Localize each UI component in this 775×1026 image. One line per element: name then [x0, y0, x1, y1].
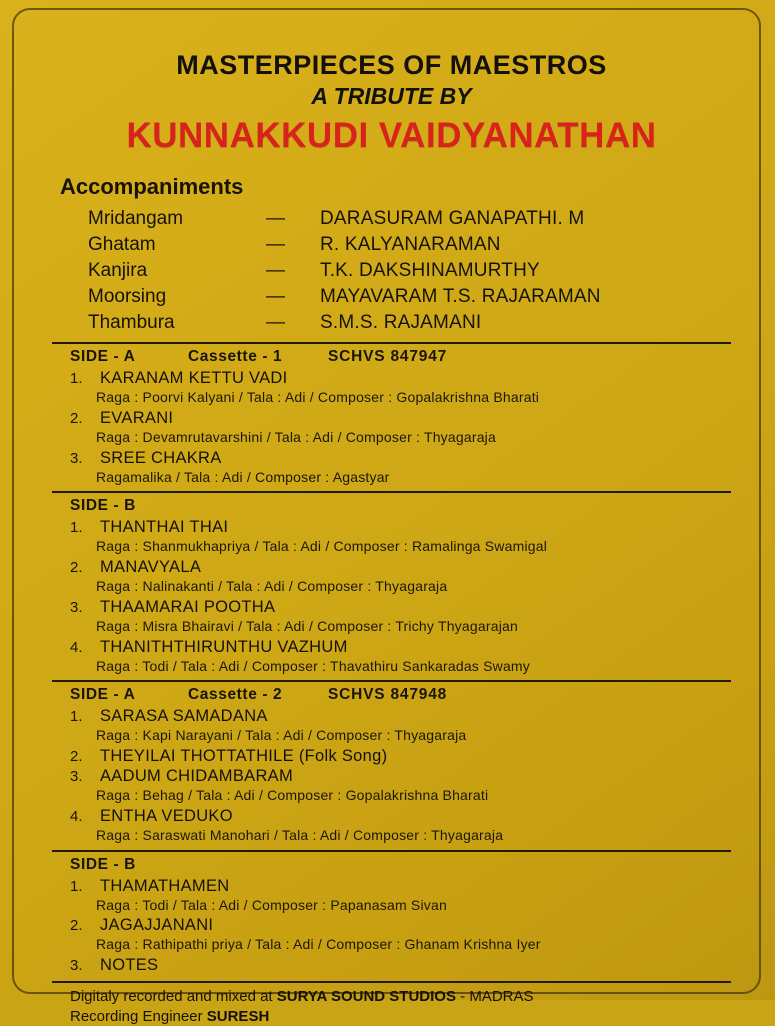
list-item	[70, 518, 731, 537]
cassette-label: Cassette - 2	[188, 686, 283, 704]
divider	[52, 680, 731, 682]
track-title: AADUM CHIDAMBARAM	[100, 767, 294, 786]
track-title: ENTHA VEDUKO	[100, 806, 233, 825]
list-item	[70, 767, 731, 786]
catalog-code: SCHVS 847947	[328, 348, 448, 365]
track-details: Raga : Shanmukhapriya / Tala : Adi / Composer : Ramalinga Swamigal	[96, 538, 548, 555]
list-item	[70, 638, 731, 657]
track-number: 1.	[70, 877, 83, 895]
list-item	[70, 449, 731, 468]
track-number: 1.	[70, 708, 83, 726]
engineer-label: Recording Engineer	[70, 1007, 207, 1025]
track-title: THANITHTHIRUNTHU VAZHUM	[100, 637, 348, 656]
divider	[52, 342, 731, 344]
track-title: THAAMARAI POOTHA	[100, 597, 276, 616]
table-row	[88, 310, 601, 336]
catalog-code: SCHVS 847948	[328, 686, 448, 704]
side-label: SIDE - A	[70, 686, 136, 704]
accompaniments-heading: Accompaniments	[60, 174, 244, 199]
artist-name: KUNNAKKUDI VAIDYANATHAN	[126, 116, 657, 155]
track-number: 1.	[70, 519, 83, 537]
track-details: Raga : Devamrutavarshini / Tala : Adi / Composer : Thyagaraja	[96, 428, 496, 445]
track-list	[70, 877, 731, 976]
footer-recording-text: Digitaly recorded and mixed at	[70, 988, 277, 1006]
track-number: 2.	[70, 559, 83, 577]
track-details: Raga : Todi / Tala : Adi / Composer : Thavathiru Sankaradas Swamy	[96, 657, 530, 674]
accompaniment-artist: DARASURAM GANAPATHI. M	[320, 208, 585, 229]
accompaniment-artist: S.M.S. RAJAMANI	[320, 312, 482, 333]
side-header	[70, 348, 731, 366]
accompaniment-dash: —	[266, 286, 285, 307]
accompaniment-dash: —	[266, 312, 285, 333]
side-header	[70, 856, 731, 874]
track-title: SARASA SAMADANA	[100, 707, 268, 726]
accompaniment-role: Mridangam	[88, 208, 184, 229]
track-title: SREE CHAKRA	[100, 448, 222, 467]
track-details: Raga : Misra Bhairavi / Tala : Adi / Composer : Trichy Thyagarajan	[96, 617, 518, 634]
list-item	[70, 877, 731, 896]
footer-credits	[70, 987, 731, 1026]
accompaniment-role: Kanjira	[88, 260, 148, 281]
track-details: Raga : Poorvi Kalyani / Tala : Adi / Composer : Gopalakrishna Bharati	[96, 388, 540, 405]
side-header	[70, 686, 731, 704]
accompaniments-table	[88, 206, 601, 336]
track-details: Raga : Todi / Tala : Adi / Composer : Papanasam Sivan	[96, 896, 447, 913]
engineer-name: SURESH	[206, 1007, 270, 1025]
track-details: Raga : Saraswati Manohari / Tala : Adi / Composer : Thyagaraja	[96, 826, 504, 843]
track-list	[70, 518, 731, 674]
track-title: NOTES	[100, 956, 159, 975]
footer-line-studio	[70, 987, 731, 1007]
track-number: 3.	[70, 768, 83, 786]
accompaniment-artist: T.K. DAKSHINAMURTHY	[320, 260, 540, 281]
list-item	[70, 747, 731, 766]
studio-name: SURYA SOUND STUDIOS	[276, 988, 456, 1006]
table-row	[88, 206, 601, 232]
track-number: 3.	[70, 598, 83, 616]
track-details: Raga : Nalinakanti / Tala : Adi / Composer : Thyagaraja	[96, 578, 448, 595]
list-item	[70, 956, 731, 975]
studio-city: - MADRAS	[455, 988, 534, 1006]
accompaniment-role: Ghatam	[88, 234, 156, 255]
track-number: 4.	[70, 638, 83, 656]
list-item	[70, 707, 731, 726]
side-label: SIDE - B	[70, 855, 136, 873]
list-item	[70, 558, 731, 577]
track-title: THANTHAI THAI	[100, 518, 229, 537]
list-item	[70, 807, 731, 826]
track-number: 4.	[70, 807, 83, 825]
list-item	[70, 916, 731, 935]
track-number: 3.	[70, 449, 83, 467]
list-item	[70, 409, 731, 428]
list-item	[70, 369, 731, 388]
divider	[52, 850, 731, 852]
accompaniment-dash: —	[266, 208, 285, 229]
list-item	[70, 598, 731, 617]
table-row	[88, 284, 601, 310]
track-details: Raga : Behag / Tala : Adi / Composer : Gopalakrishna Bharati	[96, 787, 489, 804]
track-list	[70, 369, 731, 485]
track-title: MANAVYALA	[100, 558, 202, 577]
table-row	[88, 232, 601, 258]
accompaniment-dash: —	[266, 260, 285, 281]
track-title: JAGAJJANANI	[100, 916, 214, 935]
track-title: EVARANI	[100, 408, 174, 427]
track-title: THEYILAI THOTTATHILE (Folk Song)	[100, 747, 388, 766]
track-title: THAMATHAMEN	[100, 876, 230, 895]
track-number: 2.	[70, 409, 83, 427]
track-list	[70, 707, 731, 843]
side-label: SIDE - B	[70, 497, 136, 515]
footer-line-engineer	[70, 1007, 731, 1026]
track-number: 2.	[70, 748, 83, 766]
title-block	[52, 50, 731, 156]
divider	[52, 491, 731, 493]
track-number: 2.	[70, 917, 83, 935]
track-number: 3.	[70, 957, 83, 975]
cassette-label: Cassette - 1	[188, 348, 283, 365]
track-details: Ragamalika / Tala : Adi / Composer : Agastyar	[96, 468, 390, 485]
accompaniment-artist: MAYAVARAM T.S. RAJARAMAN	[320, 286, 601, 307]
table-row	[88, 258, 601, 284]
accompaniment-dash: —	[266, 234, 285, 255]
track-number: 1.	[70, 370, 83, 387]
track-title: KARANAM KETTU VADI	[100, 369, 288, 387]
side-label: SIDE - A	[70, 348, 136, 365]
divider	[52, 981, 731, 983]
page-subtitle: A TRIBUTE BY	[311, 83, 472, 109]
track-details: Raga : Kapi Narayani / Tala : Adi / Composer : Thyagaraja	[96, 727, 467, 744]
accompaniment-artist: R. KALYANARAMAN	[320, 234, 501, 255]
accompaniment-role: Moorsing	[88, 286, 167, 307]
accompaniment-role: Thambura	[88, 312, 175, 333]
inlay-content	[30, 18, 749, 1026]
track-details: Raga : Rathipathi priya / Tala : Adi / Composer : Ghanam Krishna Iyer	[96, 936, 541, 953]
side-header	[70, 497, 731, 515]
page-title: MASTERPIECES OF MAESTROS	[176, 50, 607, 80]
